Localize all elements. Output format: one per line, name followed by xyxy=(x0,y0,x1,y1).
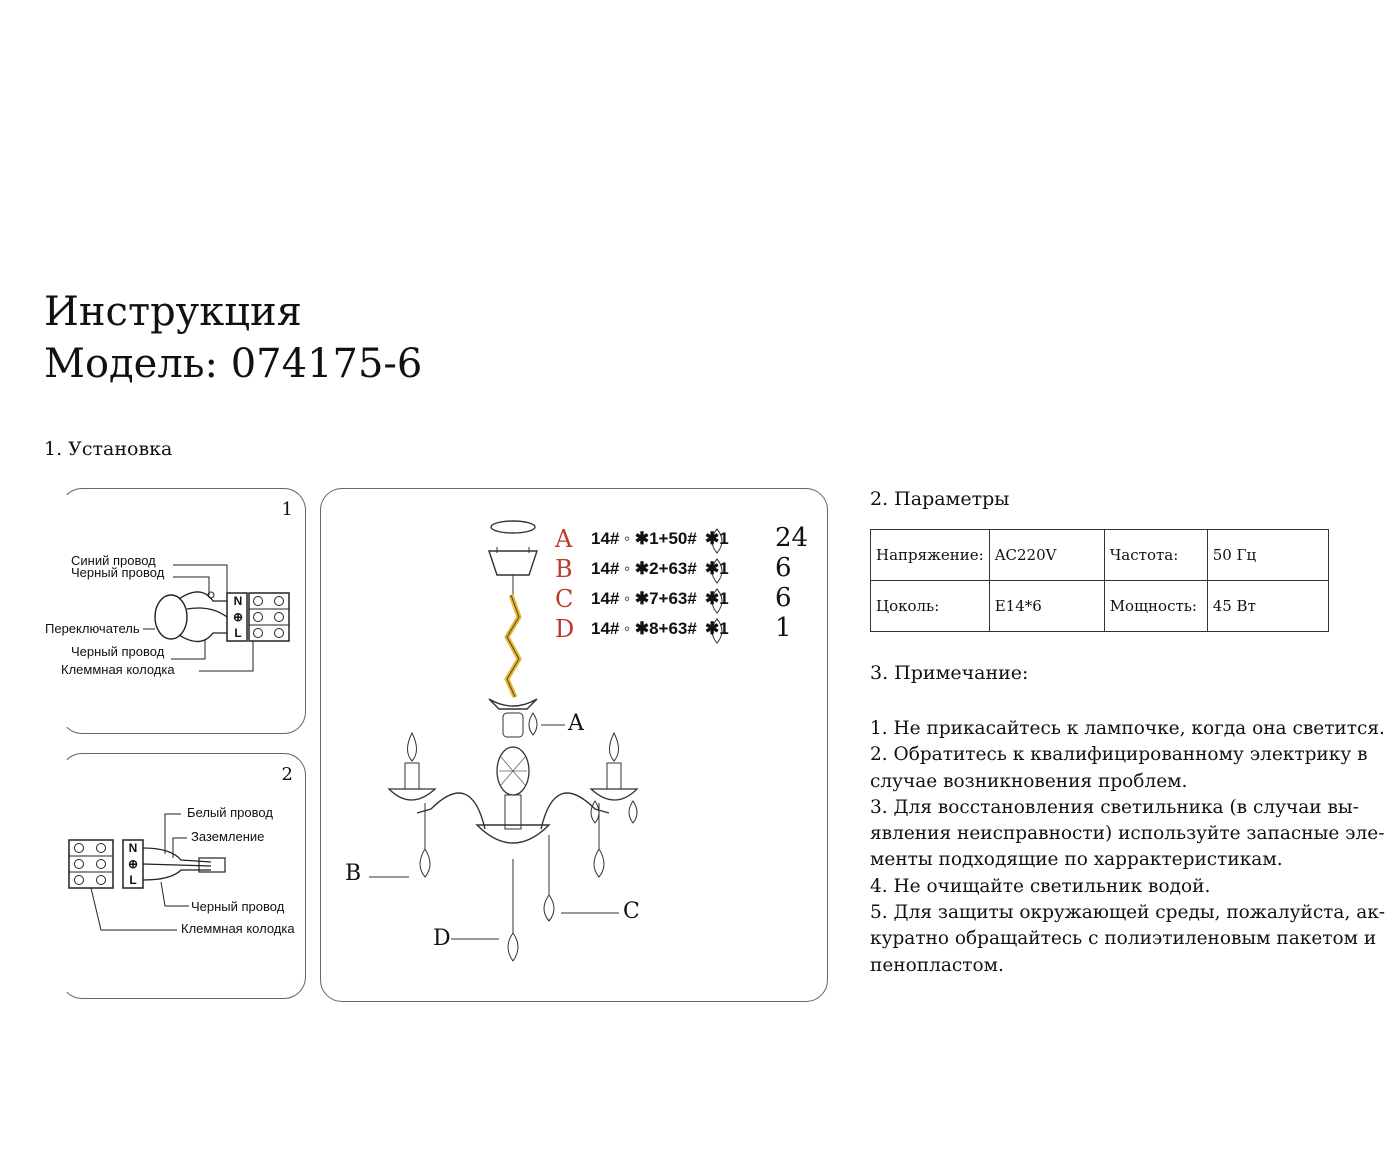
model-title: Модель: 074175-6 xyxy=(44,341,423,387)
note-line: куратно обращайтесь с полиэтиленовым пакетом и xyxy=(870,928,1377,950)
part-code: 14# ◦ ✱2+63# xyxy=(591,559,697,578)
chandelier-panel xyxy=(320,488,828,1002)
table-cell: Напряжение: xyxy=(871,530,990,581)
note-line: 3. Для восстановления светильника (в случаи вы- xyxy=(870,796,1359,818)
note-line: явления неисправности) используйте запасные эле- xyxy=(870,823,1385,845)
part-code: 14# ◦ ✱7+63# xyxy=(591,589,697,608)
terminal-ground: ⊕ xyxy=(232,610,244,624)
table-cell: Мощность: xyxy=(1104,581,1207,632)
part-letter: A xyxy=(555,525,573,553)
wire-label-black-2: Черный провод xyxy=(71,644,165,659)
part-count: 6 xyxy=(775,583,792,613)
wiring-diagram-1 xyxy=(61,489,305,733)
wire-label-black: Черный провод xyxy=(191,899,285,914)
part-code: 14# ◦ ✱8+63# xyxy=(591,619,697,638)
part-letter: B xyxy=(555,555,573,583)
parameters-heading: 2. Параметры xyxy=(870,488,1010,510)
wiring-panel-1 xyxy=(45,488,306,734)
table-row xyxy=(871,581,1329,632)
part-qty: ✱1 xyxy=(705,589,729,608)
note-line: менты подходящие по харрактеристикам. xyxy=(870,849,1283,871)
table-cell: AC220V xyxy=(989,530,1104,581)
terminal-l: L xyxy=(234,626,242,640)
part-count: 24 xyxy=(775,523,809,553)
installation-heading: 1. Установка xyxy=(44,438,173,460)
terminal-block-label: Клеммная колодка xyxy=(61,662,175,677)
part-row-d xyxy=(555,615,815,645)
terminal-block-label: Клеммная колодка xyxy=(181,921,295,936)
wiring-panel-2 xyxy=(60,753,306,999)
part-letter: D xyxy=(555,615,575,643)
part-row-b xyxy=(555,555,815,585)
diagram-label-b: B xyxy=(345,861,362,886)
table-cell: 45 Вт xyxy=(1207,581,1328,632)
note-line: пенопластом. xyxy=(870,954,1004,976)
terminal-l: L xyxy=(129,873,137,887)
wire-label-black: Черный провод xyxy=(71,565,165,580)
part-letter: C xyxy=(555,585,574,613)
note-line: 2. Обратитесь к квалифицированному электрику в xyxy=(870,744,1368,766)
parameters-table xyxy=(870,529,1329,632)
part-code: 14# ◦ ✱1+50# xyxy=(591,529,697,548)
terminal-n: N xyxy=(233,594,243,608)
wire-label-white: Белый провод xyxy=(187,805,273,820)
panel-number: 1 xyxy=(281,499,293,520)
part-qty: ✱1 xyxy=(705,529,729,548)
note-line: 5. Для защиты окружающей среды, пожалуйста, ак- xyxy=(870,902,1386,924)
table-cell: Частота: xyxy=(1104,530,1207,581)
terminal-ground: ⊕ xyxy=(127,857,139,871)
diagram-label-a: A xyxy=(568,711,584,736)
wire-label-blue: Синий провод xyxy=(71,553,156,568)
document-title: Инструкция xyxy=(44,289,302,335)
note-line: случае возникновения проблем. xyxy=(870,770,1188,792)
switch-label: Переключатель xyxy=(45,621,140,636)
terminal-n: N xyxy=(128,841,138,855)
part-count: 1 xyxy=(775,613,792,643)
table-cell: Цоколь: xyxy=(871,581,990,632)
notes-list xyxy=(870,716,1386,979)
part-qty: ✱1 xyxy=(705,619,729,638)
diagram-label-d: D xyxy=(433,926,451,951)
table-cell: 50 Гц xyxy=(1207,530,1328,581)
notes-heading: 3. Примечание: xyxy=(870,662,1029,684)
note-line: 4. Не очищайте светильник водой. xyxy=(870,875,1211,897)
ground-label: Заземление xyxy=(191,829,265,844)
wiring-diagram-2 xyxy=(61,754,305,998)
note-line: 1. Не прикасайтесь к лампочке, когда она светится. xyxy=(870,718,1385,739)
diagram-label-c: C xyxy=(623,899,640,924)
panel-number: 2 xyxy=(281,764,293,785)
table-row xyxy=(871,530,1329,581)
part-qty: ✱1 xyxy=(705,559,729,578)
part-count: 6 xyxy=(775,553,792,583)
part-row-a xyxy=(555,525,815,555)
table-cell: E14*6 xyxy=(989,581,1104,632)
part-row-c xyxy=(555,585,815,615)
